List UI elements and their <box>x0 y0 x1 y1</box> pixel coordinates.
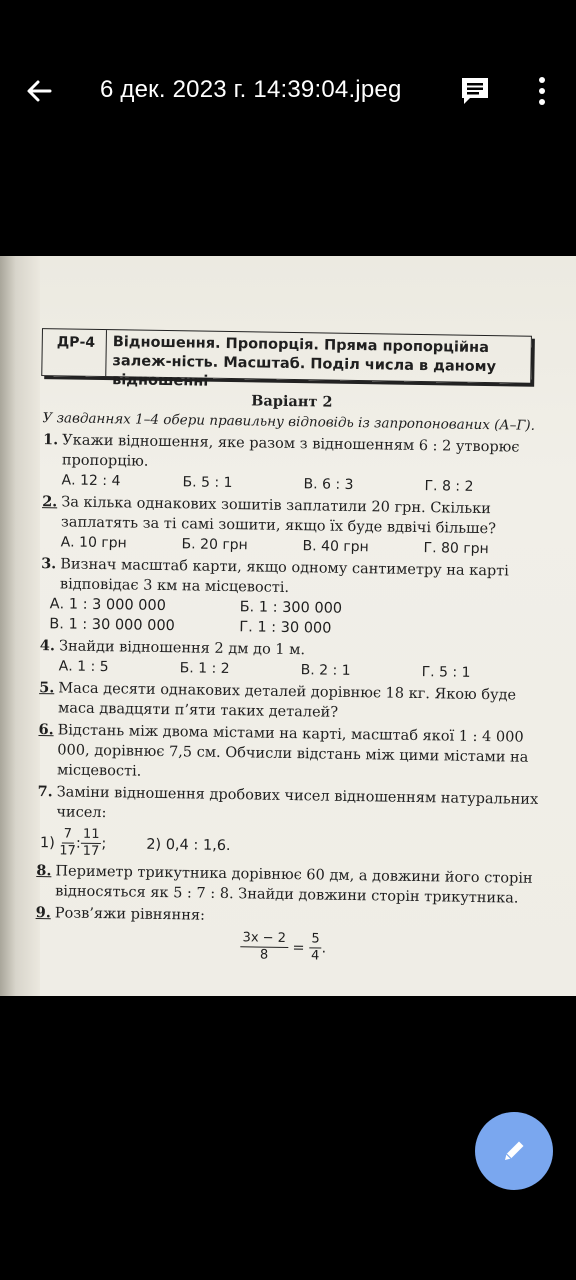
back-button[interactable] <box>22 74 56 108</box>
edit-fab-button[interactable] <box>475 1112 553 1190</box>
fraction-numerator: 7 <box>62 826 75 843</box>
colon: : <box>75 835 81 852</box>
task-text: Знайди відношення 2 дм до 1 м. <box>58 638 306 659</box>
task-number: 7. <box>37 783 53 801</box>
option-d: Г. 1 : 30 000 <box>239 619 332 637</box>
task-1 <box>35 430 546 498</box>
fraction-numerator: 5 <box>309 931 322 948</box>
fraction-1 <box>59 826 76 859</box>
option-d: Г. 8 : 2 <box>424 478 474 495</box>
comment-lines-icon <box>458 74 492 108</box>
part-2-expression: 2) 0,4 : 1,6. <box>146 836 231 854</box>
worksheet <box>28 328 548 968</box>
task-2 <box>34 492 545 560</box>
feedback-button[interactable] <box>458 74 492 108</box>
variant-label: Варіант 2 <box>251 392 333 411</box>
task-4 <box>33 636 544 684</box>
option-c: В. 40 грн <box>302 538 369 556</box>
task-text: Визнач масштаб карти, якщо одному сантиметру на карті відповідає 3 км на місцевості. <box>59 556 510 596</box>
task-number: 4. <box>39 637 56 655</box>
task-text: За кілька однакових зошитів заплатили 20 грн. Скільки заплатять за ті самі зошити, якщо їх буде вдвічі більше? <box>60 494 497 538</box>
part-1-label: 1) <box>39 834 55 851</box>
fraction-denominator: 4 <box>310 948 320 964</box>
option-b: Б. 20 грн <box>181 536 248 554</box>
task-text: Заміни відношення дробових чисел відношенням натуральних чисел: <box>56 784 539 822</box>
task-3 <box>33 554 544 642</box>
task-text: Укажи відношення, яке разом з відношенням 6 : 2 утворює пропорцію. <box>61 432 520 470</box>
fraction-2 <box>81 827 102 860</box>
option-b: Б. 1 : 300 000 <box>239 599 343 617</box>
task-number: 2. <box>41 493 58 511</box>
task-8 <box>29 861 540 909</box>
task-7-expressions <box>40 826 540 867</box>
semicolon: ; <box>101 835 107 852</box>
task-7 <box>30 782 541 867</box>
task-6 <box>31 720 542 788</box>
option-d: Г. 5 : 1 <box>421 664 471 681</box>
more-vert-icon <box>528 74 556 108</box>
task-number: 3. <box>41 555 57 573</box>
option-d: Г. 80 грн <box>423 540 489 558</box>
fraction-denominator: 17 <box>59 843 76 859</box>
fraction-denominator: 17 <box>82 843 100 860</box>
photo-viewer[interactable] <box>0 256 576 996</box>
option-c: В. 1 : 30 000 000 <box>49 616 175 635</box>
option-a: А. 1 : 5 <box>58 658 109 676</box>
worksheet-code: ДР-4 <box>42 329 107 376</box>
option-a: А. 12 : 4 <box>61 472 121 490</box>
task-text: Маса десяти однакових деталей дорівнює 18 кг. Якою буде маса двадцяти п’яти таких деталей? <box>57 680 517 721</box>
option-b: Б. 5 : 1 <box>182 474 233 492</box>
worksheet-heading: Відношення. Пропорція. Пряма пропорційна залеж-ність. Масштаб. Поділ числа в даному відношенні <box>112 334 497 390</box>
task-text: Розв’яжи рівняння: <box>54 905 206 924</box>
task-number: 5. <box>39 679 55 697</box>
option-a: А. 1 : 3 000 000 <box>49 596 167 615</box>
fraction-numerator: 3x − 2 <box>240 930 288 948</box>
period: . <box>321 940 327 957</box>
task-number: 6. <box>38 721 54 739</box>
instructions: У завданнях 1–4 обери правильну відповідь із запропонованих (А–Г). <box>42 410 536 434</box>
fraction-denominator: 8 <box>259 947 269 963</box>
pencil-edit-icon <box>500 1137 528 1165</box>
image-title: 6 дек. 2023 г. 14:39:04.jpeg <box>100 76 402 103</box>
equals-sign: = <box>292 939 305 956</box>
equation-lhs <box>240 930 288 964</box>
task-number: 8. <box>36 862 52 880</box>
task-number: 1. <box>42 431 59 449</box>
option-b: Б. 1 : 2 <box>179 660 230 678</box>
worksheet-header <box>41 328 532 390</box>
option-c: В. 6 : 3 <box>303 476 354 493</box>
task-9 <box>28 903 539 968</box>
task-text: Периметр трикутника дорівнює 60 дм, а довжини його сторін відносяться як 5 : 7 : 8. Знайди довжини сторін трикутника. <box>55 863 533 907</box>
task-5 <box>32 678 543 726</box>
task-number: 9. <box>35 904 51 922</box>
equation-rhs <box>309 931 322 964</box>
task-text: Відстань між двома містами на карті, масштаб якої 1 : 4 000 000, дорівнює 7,5 см. Обчисли відстань між цими містами на місцевості. <box>56 722 529 780</box>
answer-options <box>49 594 544 642</box>
option-c: В. 2 : 1 <box>300 662 351 679</box>
top-app-bar <box>0 0 576 180</box>
fraction-numerator: 11 <box>81 827 102 844</box>
option-a: А. 10 грн <box>60 534 127 552</box>
more-options-button[interactable] <box>528 74 556 108</box>
arrow-left-icon <box>22 74 56 108</box>
